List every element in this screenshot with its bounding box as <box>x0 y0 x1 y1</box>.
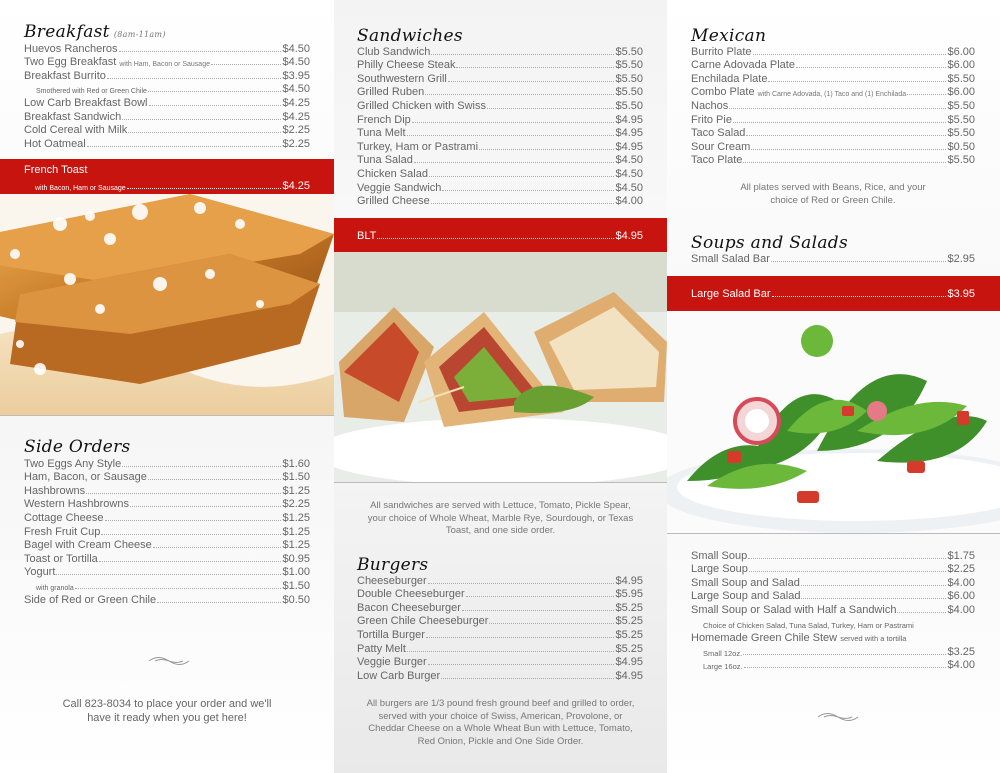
item-name: Smothered with Red or Green Chile <box>36 88 147 96</box>
item-price: $4.95 <box>615 127 643 140</box>
item-price: $5.25 <box>615 601 643 614</box>
item-price: $2.25 <box>282 137 310 150</box>
menu-item <box>24 538 310 552</box>
item-price: $5.50 <box>947 127 975 140</box>
dot-leader <box>148 479 282 480</box>
item-note: with Carne Adovada, (1) Taco and (1) Enchilada <box>757 91 907 99</box>
item-name: Tuna Salad <box>357 154 413 167</box>
dot-leader <box>751 149 946 150</box>
dot-leader <box>86 493 281 494</box>
item-price: $1.00 <box>282 566 310 579</box>
item-name: Toast or Tortilla <box>24 552 98 565</box>
item-name: Low Carb Burger <box>357 669 441 682</box>
mexican-list <box>691 44 975 166</box>
item-name: Small 12oz. <box>703 648 743 658</box>
menu-item <box>357 668 643 682</box>
item-name: Ham, Bacon, or Sausage <box>24 471 147 484</box>
dot-leader <box>743 654 946 655</box>
burgers-list <box>357 573 643 682</box>
item-price: $4.00 <box>615 195 643 208</box>
item-price: $5.50 <box>947 99 975 112</box>
menu-item <box>24 483 310 497</box>
menu-item <box>357 58 643 72</box>
item-price: $2.95 <box>947 252 975 265</box>
menu-item <box>24 456 310 470</box>
item-price: $0.95 <box>282 552 310 565</box>
item-name: Patty Melt <box>357 642 406 655</box>
item-name: Cottage Cheese <box>24 511 104 524</box>
dot-leader <box>128 132 281 133</box>
item-price: $3.95 <box>282 69 310 82</box>
divider <box>334 482 667 483</box>
item-price: $4.50 <box>615 154 643 167</box>
item-price: $0.50 <box>947 140 975 153</box>
menu-item <box>24 578 310 592</box>
item-name: Turkey, Ham or Pastrami <box>357 140 479 153</box>
menu-item <box>24 551 310 565</box>
menu-item <box>357 44 643 58</box>
item-price: $4.00 <box>947 603 975 616</box>
menu-item <box>24 82 310 96</box>
item-price: $5.50 <box>615 45 643 58</box>
breakfast-heading: Breakfast (8am-11am) <box>24 22 166 42</box>
menu-item <box>357 98 643 112</box>
french-toast-photo <box>0 194 334 415</box>
item-name: Grilled Chicken with Swiss <box>357 99 486 112</box>
dot-leader <box>407 135 615 136</box>
call-to-order-text: Call 823-8034 to place your order and we'll have it ready when you get here! <box>62 698 272 724</box>
item-name: Club Sandwich <box>357 45 431 58</box>
item-price: $5.50 <box>615 72 643 85</box>
menu-item <box>691 85 975 99</box>
item-price: $1.60 <box>282 457 310 470</box>
dot-leader <box>744 667 947 668</box>
menu-item <box>691 644 975 658</box>
stew-note: served with a tortilla <box>840 634 907 643</box>
menu-item <box>691 548 975 562</box>
dot-leader <box>431 54 614 55</box>
dot-leader <box>99 561 282 562</box>
menu-item <box>357 153 643 167</box>
french-toast-feature <box>0 159 334 194</box>
menu-item <box>691 602 975 616</box>
dot-leader <box>431 203 615 204</box>
item-price: $4.25 <box>282 110 310 123</box>
column-breakfast <box>0 0 334 773</box>
ornament-swirl-icon <box>147 654 191 668</box>
item-name: Large Soup <box>691 563 748 576</box>
divider <box>667 533 1000 534</box>
menu-item <box>357 85 643 99</box>
item-name: Carne Adovada Plate <box>691 59 795 72</box>
menu-item <box>24 109 310 123</box>
item-name: Tuna Melt <box>357 127 406 140</box>
salads-list <box>691 251 975 265</box>
dot-leader <box>462 610 615 611</box>
item-name: Chicken Salad <box>357 167 428 180</box>
dot-leader <box>428 583 615 584</box>
dot-leader <box>771 261 947 262</box>
item-name: Taco Plate <box>691 154 743 167</box>
item-price: $4.25 <box>282 96 310 109</box>
item-name: Enchilada Plate <box>691 72 768 85</box>
item-price: $5.50 <box>615 99 643 112</box>
item-price: $1.50 <box>282 579 310 592</box>
dot-leader <box>426 637 615 638</box>
item-price: $5.25 <box>615 642 643 655</box>
dot-leader <box>441 678 614 679</box>
sandwich-choice-note: Choice of Chicken Salad, Tuna Salad, Turkey, Ham or Pastrami <box>703 621 914 630</box>
menu-item <box>357 573 643 587</box>
menu-item <box>24 55 310 69</box>
menu-item <box>24 95 310 109</box>
menu-item <box>357 655 643 669</box>
item-price: $2.25 <box>947 563 975 576</box>
item-name: Combo Plate <box>691 86 755 99</box>
dot-leader <box>456 67 614 68</box>
item-price: $1.25 <box>282 511 310 524</box>
item-price: $4.50 <box>282 83 310 96</box>
item-name: Burrito Plate <box>691 45 752 58</box>
dot-leader <box>749 571 947 572</box>
dot-leader <box>768 81 946 82</box>
dot-leader <box>107 78 282 79</box>
dot-leader <box>153 547 282 548</box>
item-price: $4.95 <box>615 113 643 126</box>
menu-item <box>357 587 643 601</box>
item-price: $3.25 <box>947 645 975 658</box>
menu-item <box>24 41 310 55</box>
item-price: $4.00 <box>947 576 975 589</box>
dot-leader <box>746 135 946 136</box>
item-price: $4.50 <box>282 56 310 69</box>
dot-leader <box>748 558 946 559</box>
menu-item <box>24 592 310 606</box>
item-price: $4.00 <box>947 659 975 672</box>
menu-item <box>357 180 643 194</box>
menu-item <box>691 98 975 112</box>
menu-item <box>691 71 975 85</box>
item-name: Breakfast Burrito <box>24 69 106 82</box>
dot-leader <box>801 585 947 586</box>
item-name: Green Chile Cheeseburger <box>357 615 489 628</box>
dot-leader <box>743 162 946 163</box>
dot-leader <box>101 534 281 535</box>
menu-item <box>691 112 975 126</box>
item-price: $4.50 <box>615 181 643 194</box>
menu-item <box>24 123 310 137</box>
item-name: Western Hashbrowns <box>24 498 129 511</box>
divider <box>0 415 334 416</box>
feature-name: BLT <box>357 230 377 242</box>
menu-item <box>24 497 310 511</box>
item-name: Hashbrowns <box>24 484 86 497</box>
mexican-note: All plates served with Beans, Rice, and your choice of Red or Green Chile. <box>740 182 926 206</box>
item-name: Bacon Cheeseburger <box>357 601 461 614</box>
dot-leader <box>487 108 614 109</box>
menu-item <box>357 627 643 641</box>
item-name: Philly Cheese Steak <box>357 59 456 72</box>
menu-item <box>357 641 643 655</box>
item-name: Yogurt <box>24 566 56 579</box>
item-price: $6.00 <box>947 86 975 99</box>
item-price: $0.50 <box>282 593 310 606</box>
item-price: $6.00 <box>947 45 975 58</box>
item-name: Grilled Ruben <box>357 86 425 99</box>
blt-feature <box>334 218 667 252</box>
item-price: $4.95 <box>615 140 643 153</box>
item-price: $2.25 <box>282 124 310 137</box>
feature-price: $4.25 <box>282 180 310 192</box>
menu-item <box>357 194 643 208</box>
menu-item <box>24 68 310 82</box>
item-name: Small Soup and Salad <box>691 576 800 589</box>
item-price: $4.95 <box>615 574 643 587</box>
item-name: Taco Salad <box>691 127 746 140</box>
item-price: $2.25 <box>282 498 310 511</box>
item-name: Tortilla Burger <box>357 628 425 641</box>
item-price: $5.25 <box>615 628 643 641</box>
menu-item <box>357 71 643 85</box>
dot-leader <box>149 105 282 106</box>
menu-item <box>691 126 975 140</box>
menu-item <box>357 112 643 126</box>
item-note: with Ham, Bacon or Sausage <box>119 61 210 69</box>
dot-leader <box>105 520 282 521</box>
item-price: $1.25 <box>282 484 310 497</box>
menu-item <box>24 524 310 538</box>
dot-leader <box>75 588 282 589</box>
dot-leader <box>122 119 281 120</box>
item-name: Two Egg Breakfast <box>24 56 117 69</box>
side-orders-heading: Side Orders <box>24 437 131 457</box>
item-price: $5.50 <box>947 113 975 126</box>
menu-item <box>691 589 975 603</box>
soups-list <box>691 548 975 616</box>
feature-name: Large Salad Bar <box>691 288 771 300</box>
dot-leader <box>425 94 614 95</box>
item-price: $5.50 <box>615 59 643 72</box>
menu-item <box>357 166 643 180</box>
item-name: Veggie Burger <box>357 656 427 669</box>
sandwich-photo <box>334 252 667 482</box>
breakfast-list <box>24 41 310 150</box>
dot-leader <box>428 664 615 665</box>
menu-item <box>24 470 310 484</box>
item-price: $1.25 <box>282 525 310 538</box>
item-price: $6.00 <box>947 590 975 603</box>
menu-item <box>691 251 975 265</box>
item-name: Sour Cream <box>691 140 751 153</box>
item-name: Side of Red or Green Chile <box>24 593 157 606</box>
dot-leader <box>479 149 614 150</box>
menu-item <box>691 153 975 167</box>
item-price: $5.95 <box>615 588 643 601</box>
item-price: $6.00 <box>947 59 975 72</box>
salad-photo <box>667 311 1000 533</box>
dot-leader <box>733 122 947 123</box>
item-price: $1.25 <box>282 539 310 552</box>
menu-item <box>24 565 310 579</box>
item-name: with granola <box>36 584 74 592</box>
dot-leader <box>801 598 946 599</box>
feature-name: French Toast <box>24 164 88 176</box>
menu-item <box>357 614 643 628</box>
item-name: Huevos Rancheros <box>24 42 118 55</box>
side-orders-list <box>24 456 310 606</box>
dot-leader <box>489 623 614 624</box>
dot-leader <box>130 506 282 507</box>
menu-item <box>691 58 975 72</box>
item-name: Nachos <box>691 99 729 112</box>
item-price: $1.50 <box>282 471 310 484</box>
dot-leader <box>414 162 615 163</box>
item-price: $1.75 <box>947 549 975 562</box>
menu-item <box>691 44 975 58</box>
feature-note: with Bacon, Ham or Sausage <box>35 185 126 192</box>
item-price: $4.50 <box>282 42 310 55</box>
item-name: Fresh Fruit Cup <box>24 525 101 538</box>
item-price: $4.95 <box>615 656 643 669</box>
item-name: Hot Oatmeal <box>24 137 86 150</box>
burgers-heading: Burgers <box>357 555 429 575</box>
item-name: Veggie Sandwich <box>357 181 442 194</box>
item-price: $5.25 <box>615 615 643 628</box>
dot-leader <box>119 51 282 52</box>
item-name: Breakfast Sandwich <box>24 110 122 123</box>
feature-price: $3.95 <box>947 288 975 300</box>
menu-item <box>24 136 310 150</box>
sandwiches-note: All sandwiches are served with Lettuce, Tomato, Pickle Spear, your choice of Whole Wheat, Marble Rye, Sourdough, or Texas Toast, and one side order. <box>367 500 634 536</box>
dot-leader <box>442 190 614 191</box>
dot-leader <box>412 122 615 123</box>
item-price: $4.50 <box>615 167 643 180</box>
dot-leader <box>796 67 947 68</box>
dot-leader <box>56 574 281 575</box>
item-price: $5.50 <box>615 86 643 99</box>
column-sandwiches <box>334 0 667 773</box>
item-name: Low Carb Breakfast Bowl <box>24 96 148 109</box>
green-chile-stew <box>691 632 906 644</box>
burgers-note: All burgers are 1/3 pound fresh ground beef and grilled to order, served with your choice of Swiss, American, Provolone, or Cheddar Cheese on a Whole Wheat Bun with Lettuce, Tomato, Red Onion, Pickle and One Side Order. <box>366 698 635 747</box>
item-name: Two Eggs Any Style <box>24 457 122 470</box>
dot-leader <box>407 651 615 652</box>
item-name: Southwestern Grill <box>357 72 447 85</box>
dot-leader <box>429 176 615 177</box>
dot-leader <box>897 612 946 613</box>
sandwiches-heading: Sandwiches <box>357 26 463 46</box>
item-price: $4.95 <box>615 669 643 682</box>
item-name: Cold Cereal with Milk <box>24 124 128 137</box>
item-name: French Dip <box>357 113 411 126</box>
dot-leader <box>907 94 946 95</box>
menu-item <box>691 575 975 589</box>
sandwiches-list <box>357 44 643 207</box>
item-name: Large Soup and Salad <box>691 590 801 603</box>
dot-leader <box>211 64 281 65</box>
stew-sizes-list <box>691 644 975 671</box>
dot-leader <box>122 466 281 467</box>
dot-leader <box>729 108 946 109</box>
feature-price: $4.95 <box>615 230 643 242</box>
dot-leader <box>157 602 281 603</box>
feature-row <box>357 228 643 242</box>
item-name: Small Salad Bar <box>691 252 770 265</box>
item-price: $5.50 <box>947 154 975 167</box>
menu-item <box>691 658 975 672</box>
breakfast-hours: (8am-11am) <box>113 30 166 39</box>
stew-name: Homemade Green Chile Stew <box>691 632 838 644</box>
ornament-swirl-icon <box>816 710 860 724</box>
dot-leader <box>448 81 615 82</box>
dot-leader <box>87 146 282 147</box>
item-name: Small Soup <box>691 549 748 562</box>
menu-item <box>357 600 643 614</box>
item-name: Small Soup or Salad with Half a Sandwich <box>691 603 897 616</box>
item-name: Cheeseburger <box>357 574 427 587</box>
item-name: Large 16oz. <box>703 662 743 672</box>
large-salad-bar-feature <box>667 276 1000 311</box>
mexican-heading: Mexican <box>691 26 767 46</box>
feature-row <box>691 286 975 300</box>
column-mexican <box>667 0 1000 773</box>
dot-leader <box>148 91 282 92</box>
menu-item <box>691 562 975 576</box>
item-name: Double Cheeseburger <box>357 588 465 601</box>
item-name: Bagel with Cream Cheese <box>24 539 152 552</box>
soups-salads-heading: Soups and Salads <box>691 233 848 253</box>
menu-item <box>357 139 643 153</box>
menu-item <box>24 510 310 524</box>
menu-item <box>357 126 643 140</box>
item-price: $5.50 <box>947 72 975 85</box>
item-name: Grilled Cheese <box>357 195 430 208</box>
dot-leader <box>753 54 947 55</box>
feature-row <box>24 178 310 192</box>
dot-leader <box>466 596 615 597</box>
item-name: Frito Pie <box>691 113 732 126</box>
menu-item <box>691 139 975 153</box>
